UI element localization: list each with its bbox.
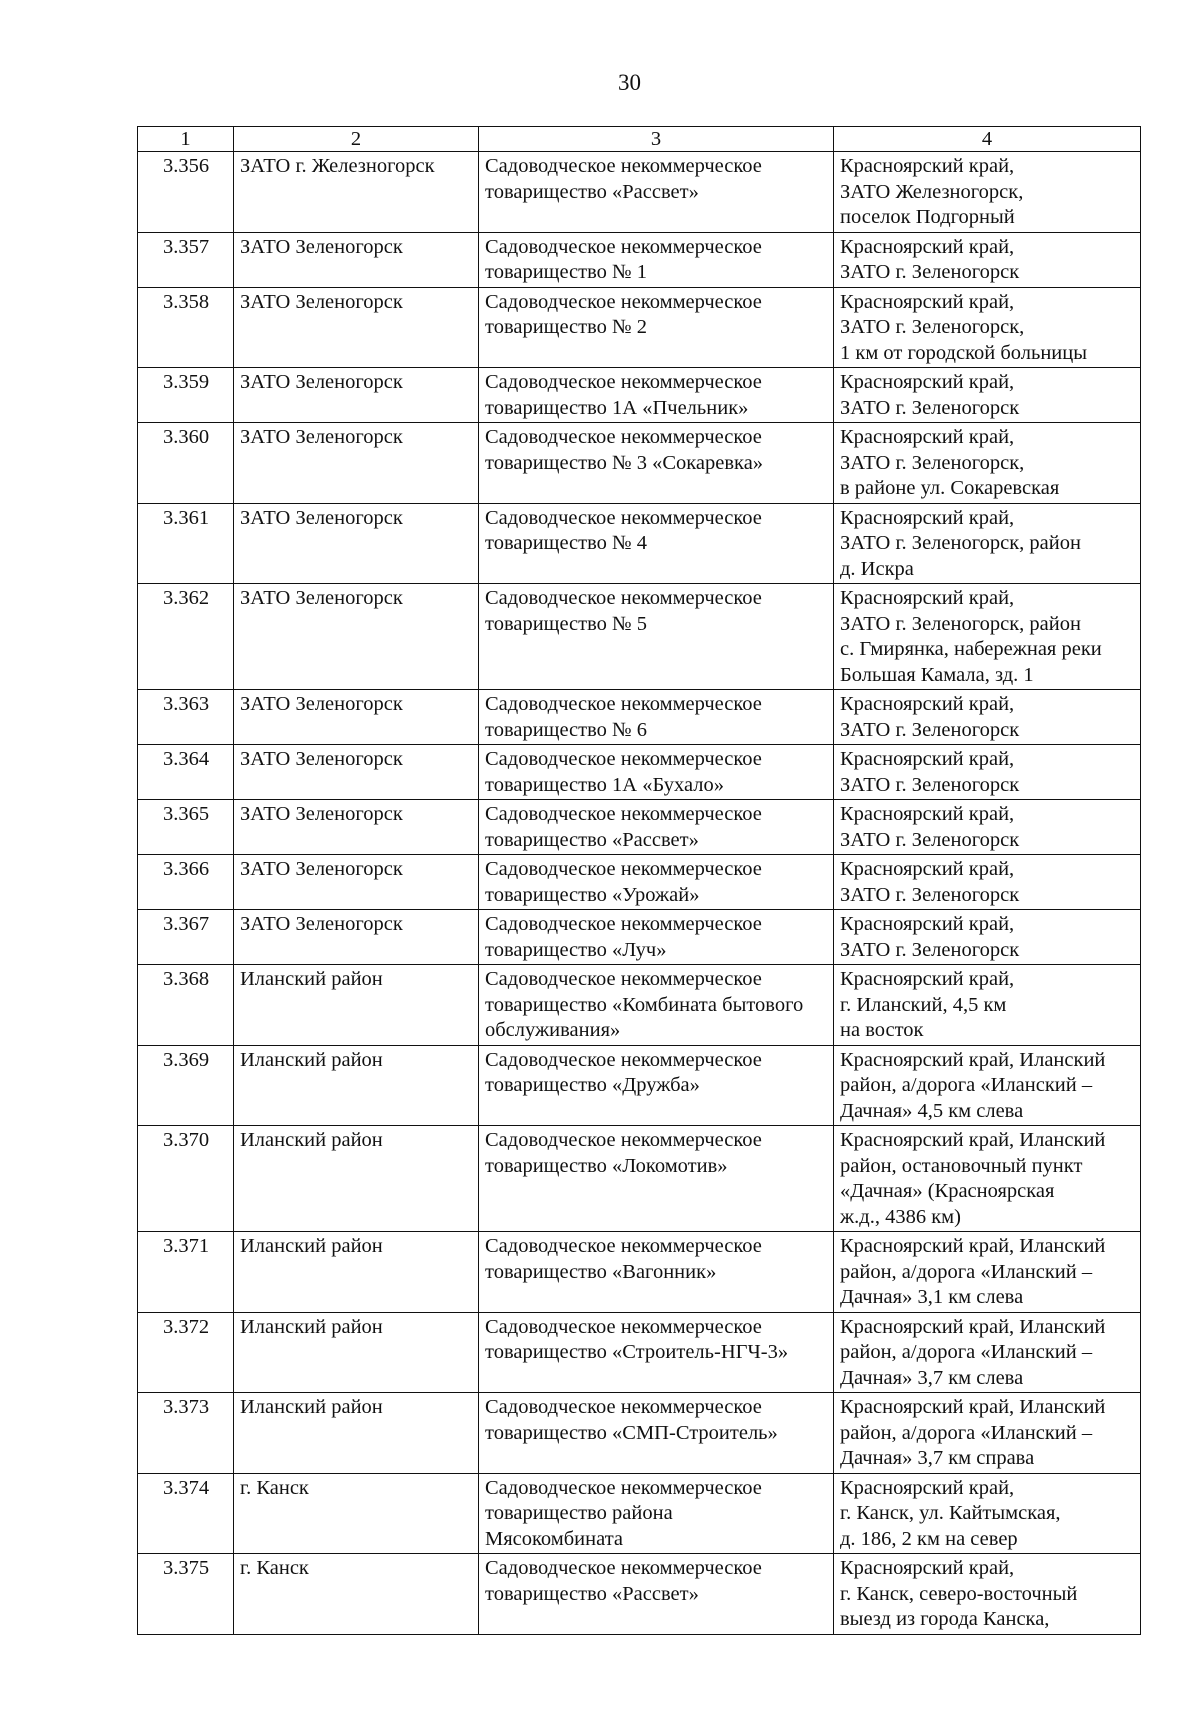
municipality-cell: ЗАТО Зеленогорск [234,503,479,584]
table-row [138,1554,1141,1635]
municipality-cell: ЗАТО г. Железногорск [234,152,479,233]
column-header: 4 [834,127,1141,152]
location-cell: Красноярский край, ЗАТО г. Зеленогорск [834,855,1141,910]
municipality-cell: г. Канск [234,1554,479,1635]
municipality-cell: ЗАТО Зеленогорск [234,690,479,745]
municipality-cell: Иланский район [234,1045,479,1126]
table-row [138,584,1141,690]
municipality-cell: ЗАТО Зеленогорск [234,287,479,368]
row-number: 3.365 [138,800,234,855]
location-cell: Красноярский край, ЗАТО г. Зеленогорск, район с. Гмирянка, набережная реки Большая Камала, зд. 1 [834,584,1141,690]
row-number: 3.369 [138,1045,234,1126]
row-number: 3.364 [138,745,234,800]
location-cell: Красноярский край, Иланский район, а/дорога «Иланский – Дачная» 3,7 км слева [834,1312,1141,1393]
row-number: 3.362 [138,584,234,690]
organization-name-cell: Садоводческое некоммерческое товарищество «Урожай» [479,855,834,910]
row-number: 3.372 [138,1312,234,1393]
municipality-cell: г. Канск [234,1473,479,1554]
municipality-cell: Иланский район [234,965,479,1046]
row-number: 3.367 [138,910,234,965]
table-row [138,800,1141,855]
location-cell: Красноярский край, Иланский район, остановочный пункт «Дачная» (Красноярская ж.д., 4386 км) [834,1126,1141,1232]
table-row [138,287,1141,368]
row-number: 3.363 [138,690,234,745]
location-cell: Красноярский край, ЗАТО г. Зеленогорск, район д. Искра [834,503,1141,584]
row-number: 3.361 [138,503,234,584]
table-row [138,368,1141,423]
organization-name-cell: Садоводческое некоммерческое товарищество № 6 [479,690,834,745]
table-row [138,503,1141,584]
municipality-cell: ЗАТО Зеленогорск [234,855,479,910]
organization-name-cell: Садоводческое некоммерческое товарищество № 1 [479,232,834,287]
municipality-cell: Иланский район [234,1232,479,1313]
table-header-row [138,127,1141,152]
organization-name-cell: Садоводческое некоммерческое товарищество «Вагонник» [479,1232,834,1313]
location-cell: Красноярский край, Иланский район, а/дорога «Иланский – Дачная» 4,5 км слева [834,1045,1141,1126]
organization-name-cell: Садоводческое некоммерческое товарищество «Локомотив» [479,1126,834,1232]
location-cell: Красноярский край, ЗАТО г. Зеленогорск [834,910,1141,965]
organization-name-cell: Садоводческое некоммерческое товарищество 1А «Бухало» [479,745,834,800]
row-number: 3.359 [138,368,234,423]
municipality-cell: ЗАТО Зеленогорск [234,368,479,423]
organization-name-cell: Садоводческое некоммерческое товарищество «Луч» [479,910,834,965]
municipality-cell: ЗАТО Зеленогорск [234,800,479,855]
municipality-cell: Иланский район [234,1393,479,1474]
row-number: 3.374 [138,1473,234,1554]
location-cell: Красноярский край, ЗАТО г. Зеленогорск [834,800,1141,855]
table-body [138,152,1141,1635]
row-number: 3.360 [138,423,234,504]
organization-name-cell: Садоводческое некоммерческое товарищество «Рассвет» [479,1554,834,1635]
page-number: 30 [618,70,641,95]
row-number: 3.366 [138,855,234,910]
organization-name-cell: Садоводческое некоммерческое товарищество «СМП-Строитель» [479,1393,834,1474]
location-cell: Красноярский край, ЗАТО г. Зеленогорск [834,368,1141,423]
location-cell: Красноярский край, ЗАТО г. Зеленогорск, 1 км от городской больницы [834,287,1141,368]
municipality-cell: ЗАТО Зеленогорск [234,745,479,800]
row-number: 3.357 [138,232,234,287]
organization-name-cell: Садоводческое некоммерческое товарищество № 5 [479,584,834,690]
table-row [138,1126,1141,1232]
municipality-cell: ЗАТО Зеленогорск [234,584,479,690]
organization-name-cell: Садоводческое некоммерческое товарищество района Мясокомбината [479,1473,834,1554]
location-cell: Красноярский край, ЗАТО г. Зеленогорск [834,232,1141,287]
registry-table [137,126,1141,1635]
table-row [138,1312,1141,1393]
table-row [138,232,1141,287]
table-row [138,855,1141,910]
location-cell: Красноярский край, г. Иланский, 4,5 км на восток [834,965,1141,1046]
municipality-cell: ЗАТО Зеленогорск [234,423,479,504]
municipality-cell: ЗАТО Зеленогорск [234,232,479,287]
table-row [138,690,1141,745]
column-header: 2 [234,127,479,152]
row-number: 3.375 [138,1554,234,1635]
row-number: 3.371 [138,1232,234,1313]
table-row [138,910,1141,965]
table-row [138,1393,1141,1474]
location-cell: Красноярский край, ЗАТО г. Зеленогорск, в районе ул. Сокаревская [834,423,1141,504]
location-cell: Красноярский край, ЗАТО г. Зеленогорск [834,690,1141,745]
location-cell: Красноярский край, ЗАТО г. Зеленогорск [834,745,1141,800]
municipality-cell: Иланский район [234,1312,479,1393]
row-number: 3.373 [138,1393,234,1474]
row-number: 3.368 [138,965,234,1046]
organization-name-cell: Садоводческое некоммерческое товарищество «Рассвет» [479,152,834,233]
location-cell: Красноярский край, Иланский район, а/дорога «Иланский – Дачная» 3,7 км справа [834,1393,1141,1474]
location-cell: Красноярский край, ЗАТО Железногорск, поселок Подгорный [834,152,1141,233]
location-cell: Красноярский край, г. Канск, северо-восточный выезд из города Канска, [834,1554,1141,1635]
table-row [138,745,1141,800]
organization-name-cell: Садоводческое некоммерческое товарищество № 3 «Сокаревка» [479,423,834,504]
column-header: 1 [138,127,234,152]
organization-name-cell: Садоводческое некоммерческое товарищество «Строитель-НГЧ-3» [479,1312,834,1393]
organization-name-cell: Садоводческое некоммерческое товарищество № 4 [479,503,834,584]
row-number: 3.356 [138,152,234,233]
location-cell: Красноярский край, г. Канск, ул. Кайтымская, д. 186, 2 км на север [834,1473,1141,1554]
municipality-cell: ЗАТО Зеленогорск [234,910,479,965]
row-number: 3.370 [138,1126,234,1232]
organization-name-cell: Садоводческое некоммерческое товарищество «Дружба» [479,1045,834,1126]
table-row [138,152,1141,233]
organization-name-cell: Садоводческое некоммерческое товарищество «Рассвет» [479,800,834,855]
table-row [138,1232,1141,1313]
organization-name-cell: Садоводческое некоммерческое товарищество 1А «Пчельник» [479,368,834,423]
table-row [138,1473,1141,1554]
row-number: 3.358 [138,287,234,368]
column-header: 3 [479,127,834,152]
organization-name-cell: Садоводческое некоммерческое товарищество № 2 [479,287,834,368]
location-cell: Красноярский край, Иланский район, а/дорога «Иланский – Дачная» 3,1 км слева [834,1232,1141,1313]
table-row [138,423,1141,504]
table-row [138,1045,1141,1126]
table-row [138,965,1141,1046]
municipality-cell: Иланский район [234,1126,479,1232]
organization-name-cell: Садоводческое некоммерческое товарищество «Комбината бытового обслуживания» [479,965,834,1046]
